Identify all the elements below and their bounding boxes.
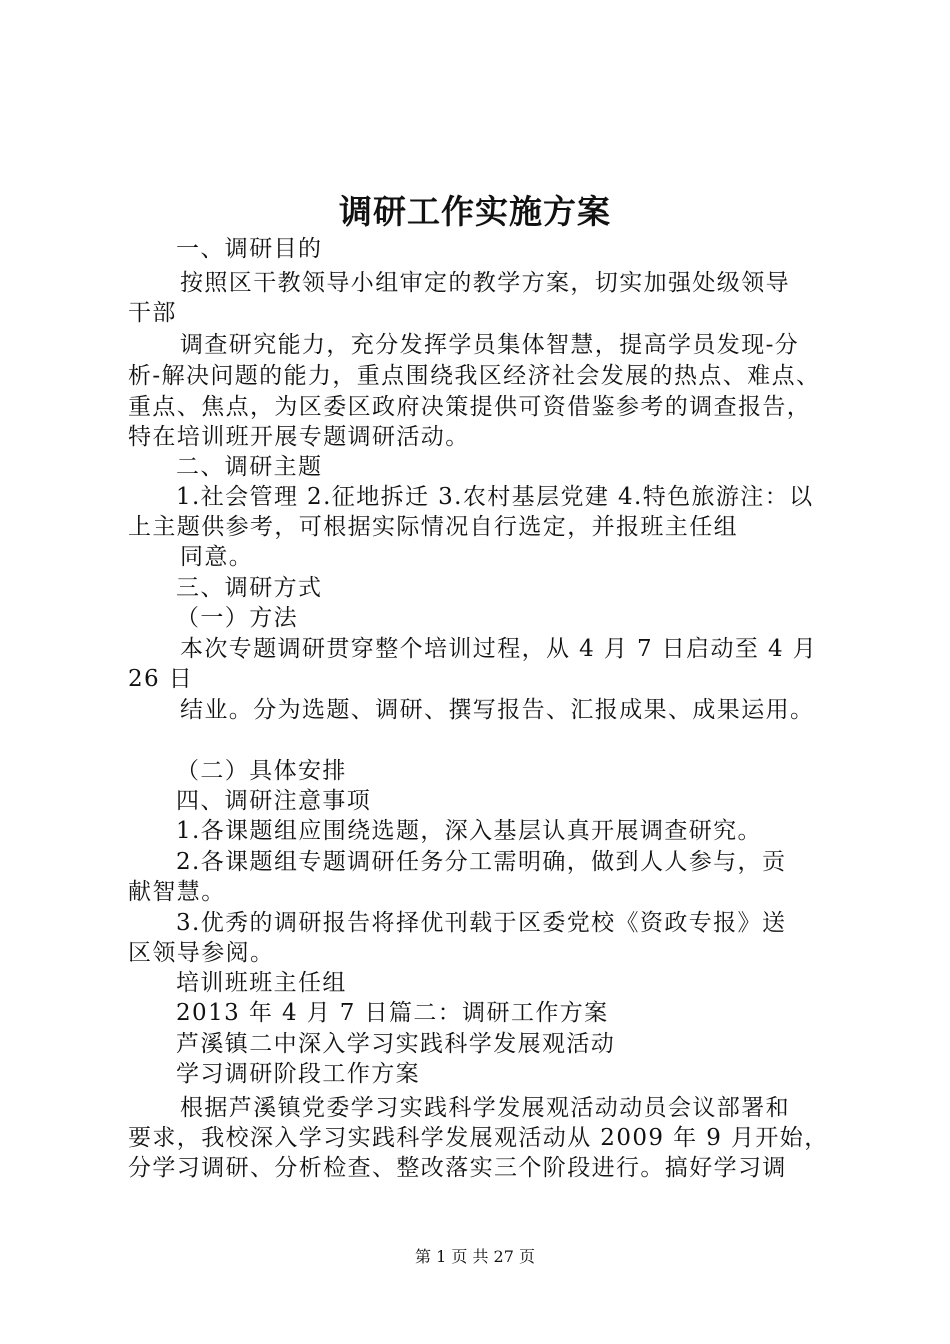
text-line: 培训班班主任组 <box>176 970 347 996</box>
text-line: （二）具体安排 <box>176 758 347 784</box>
text-line: 上主题供参考，可根据实际情况自行选定，并报班主任组 <box>128 514 738 540</box>
text-line: 二、调研主题 <box>176 454 323 480</box>
text-line: 芦溪镇二中深入学习实践科学发展观活动 <box>176 1031 616 1057</box>
document-title: 调研工作实施方案 <box>339 192 611 231</box>
text-line: 干部 <box>128 300 177 326</box>
text-line: 2013 年 4 月 7 日篇二：调研工作方案 <box>176 1000 609 1026</box>
text-line: 特在培训班开展专题调研活动。 <box>128 424 470 450</box>
text-line: 要求，我校深入学习实践科学发展观活动从 2009 年 9 月开始， <box>128 1125 829 1151</box>
text-line: 3.优秀的调研报告将择优刊载于区委党校《资政专报》送 <box>176 910 787 936</box>
text-line: 本次专题调研贯穿整个培训过程，从 4 月 7 日启动至 4 月 <box>180 636 818 662</box>
text-line: 26 日 <box>128 666 194 692</box>
text-line: （一）方法 <box>176 605 298 631</box>
page-number: 第 1 页 共 27 页 <box>415 1247 535 1266</box>
text-line: 一、调研目的 <box>176 236 323 262</box>
text-line: 根据芦溪镇党委学习实践科学发展观活动动员会议部署和 <box>180 1095 790 1121</box>
text-line: 重点、焦点，为区委区政府决策提供可资借鉴参考的调查报告， <box>128 394 812 420</box>
text-line: 调查研究能力，充分发挥学员集体智慧，提高学员发现-分 <box>180 332 800 358</box>
text-line: 2.各课题组专题调研任务分工需明确，做到人人参与，贡 <box>176 849 787 875</box>
text-line: 献智慧。 <box>128 879 226 905</box>
text-line: 析-解决问题的能力，重点围绕我区经济社会发展的热点、难点、 <box>128 363 821 389</box>
text-line: 结业。分为选题、调研、撰写报告、汇报成果、成果运用。 <box>180 697 815 723</box>
text-line: 四、调研注意事项 <box>176 788 372 814</box>
text-line: 1.社会管理 2.征地拆迁 3.农村基层党建 4.特色旅游注：以 <box>176 484 814 510</box>
text-line: 分学习调研、分析检查、整改落实三个阶段进行。搞好学习调 <box>128 1155 787 1181</box>
text-line: 按照区干教领导小组审定的教学方案，切实加强处级领导 <box>180 270 790 296</box>
text-line: 学习调研阶段工作方案 <box>176 1061 420 1087</box>
text-line: 同意。 <box>180 544 254 570</box>
text-line: 区领导参阅。 <box>128 940 275 966</box>
text-line: 三、调研方式 <box>176 575 323 601</box>
text-line: 1.各课题组应围绕选题，深入基层认真开展调查研究。 <box>176 818 762 844</box>
